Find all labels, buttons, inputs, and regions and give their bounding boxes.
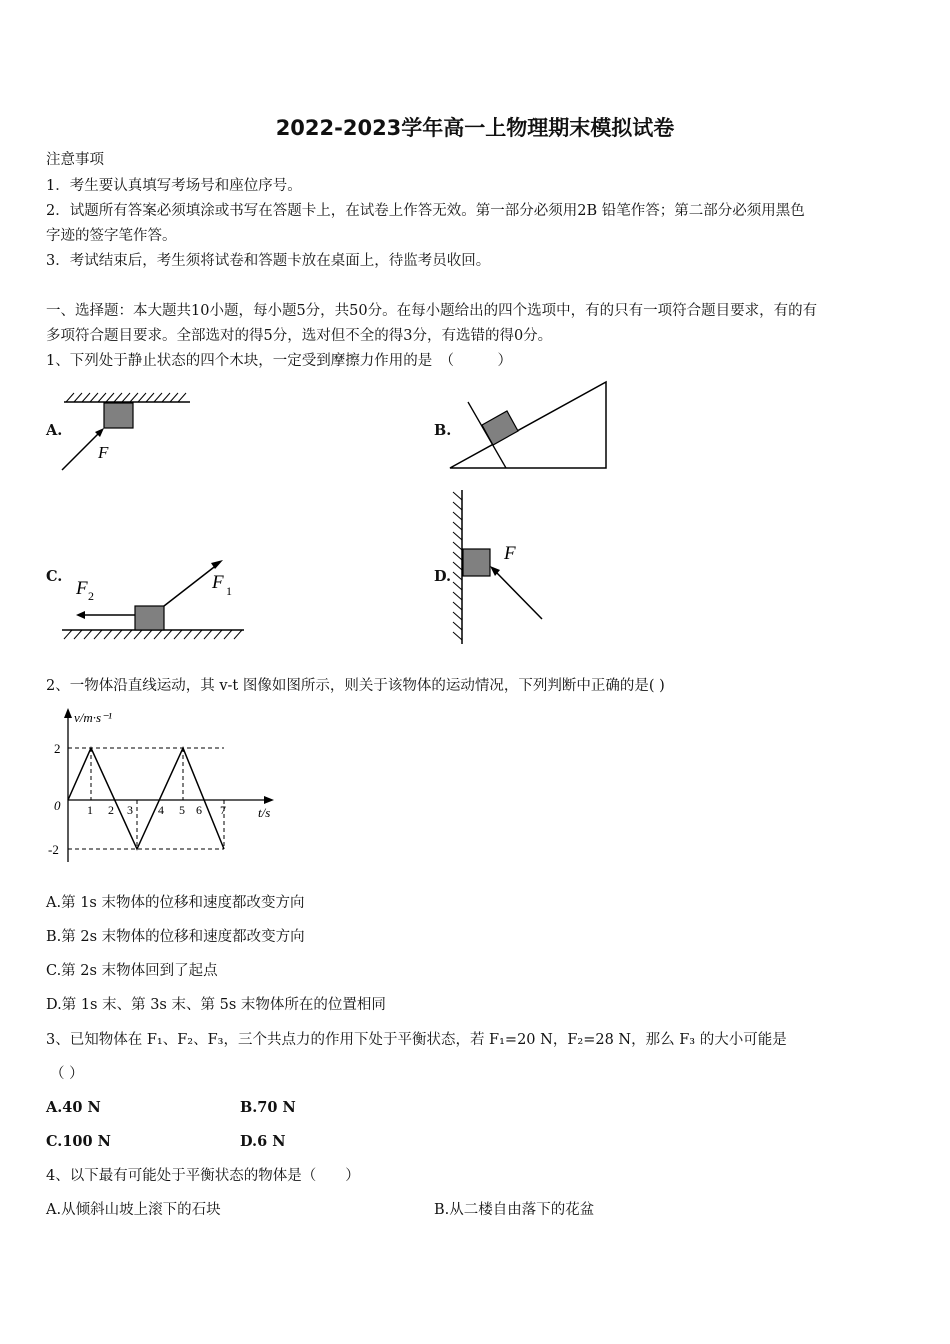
question-4-stem: 4、以下最有可能处于平衡状态的物体是（ ） <box>46 1168 360 1184</box>
q1-figure-c <box>60 550 250 650</box>
q1-option-a-label: A. <box>46 422 63 439</box>
graph-xtick: 6 <box>196 803 202 817</box>
notice-item: 2．试题所有答案必须填涂或书写在答题卡上，在试卷上作答无效。第一部分必须用2B 铅笔作答；第二部分必须用黑色 <box>46 203 805 219</box>
question-1-stem: 1、下列处于静止状态的四个木块，一定受到摩擦力作用的是 （ ） <box>46 353 512 369</box>
force-f2-sub: 2 <box>88 589 94 603</box>
force-f-label: F <box>504 543 516 564</box>
q3-option-a: A.40 N <box>46 1099 101 1116</box>
graph-origin: 0 <box>54 798 61 813</box>
graph-xtick: 4 <box>158 803 164 817</box>
graph-ylabel: v/m·s⁻¹ <box>74 710 112 725</box>
graph-xtick: 3 <box>127 803 133 817</box>
q2-option-b: B.第 2s 末物体的位移和速度都改变方向 <box>46 929 305 945</box>
force-f-label: F <box>98 443 109 462</box>
q3-option-b: B.70 N <box>240 1099 296 1116</box>
q4-option-a: A.从倾斜山坡上滚下的石块 <box>46 1202 221 1218</box>
q1-figure-b <box>448 380 613 472</box>
q1-option-b-label: B. <box>434 422 452 439</box>
notice-item: 1．考生要认真填写考场号和座位序号。 <box>46 178 302 194</box>
force-f1-sub: 1 <box>226 584 232 598</box>
q1-figure-d <box>446 488 556 648</box>
section-instructions: 多项符合题目要求。全部选对的得5分，选对但不全的得3分，有选错的得0分。 <box>46 328 553 344</box>
q1-figure-a <box>58 390 198 480</box>
question-3-paren: （ ） <box>50 1066 84 1082</box>
q2-option-c: C.第 2s 末物体回到了起点 <box>46 963 218 979</box>
question-3-stem: 3、已知物体在 F₁、F₂、F₃，三个共点力的作用下处于平衡状态，若 F₁=20 N，F₂=28 N，那么 F₃ 的大小可能是 <box>46 1032 787 1048</box>
section-instructions: 一、选择题：本大题共10小题，每小题5分，共50分。在每小题给出的四个选项中，有的只有一项符合题目要求，有的有 <box>46 303 818 319</box>
q2-option-d: D.第 1s 末、第 3s 末、第 5s 末物体所在的位置相同 <box>46 997 386 1013</box>
q1-option-d-label: D. <box>434 568 452 585</box>
graph-xtick: 1 <box>87 803 93 817</box>
question-2-stem: 2、一物体沿直线运动，其 v-t 图像如图所示，则关于该物体的运动情况，下列判断中正确的是( ) <box>46 678 665 694</box>
graph-ytick-bottom: -2 <box>48 842 59 857</box>
graph-xtick: 7 <box>220 803 226 817</box>
notice-item: 字迹的签字笔作答。 <box>46 228 177 244</box>
graph-xlabel: t/s <box>258 805 271 820</box>
q3-option-c: C.100 N <box>46 1133 111 1150</box>
q1-option-c-label: C. <box>46 568 63 585</box>
force-f2-label: F <box>76 578 88 599</box>
page-title: 2022-2023学年高一上物理期末模拟试卷 <box>275 116 675 140</box>
q3-option-d: D.6 N <box>240 1133 286 1150</box>
q4-option-b: B.从二楼自由落下的花盆 <box>434 1202 595 1218</box>
graph-ytick-top: 2 <box>54 741 61 756</box>
notice-heading: 注意事项 <box>46 152 104 168</box>
q2-option-a: A.第 1s 末物体的位移和速度都改变方向 <box>46 895 305 911</box>
graph-xtick: 2 <box>108 803 114 817</box>
vt-graph <box>46 702 286 866</box>
graph-xtick: 5 <box>179 803 185 817</box>
notice-item: 3．考试结束后，考生须将试卷和答题卡放在桌面上，待监考员收回。 <box>46 253 491 269</box>
force-f1-label: F <box>212 572 224 593</box>
